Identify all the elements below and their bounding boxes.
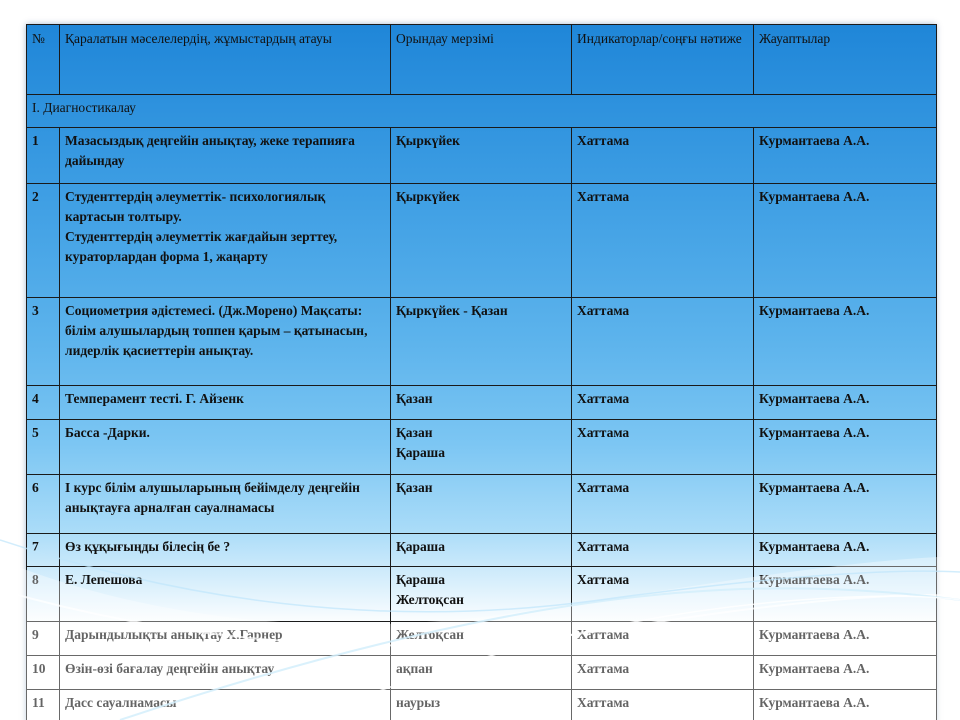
row-number: 8 — [27, 567, 60, 622]
row-responsible: Курмантаева А.А. — [754, 567, 937, 622]
row-term-second: Желтоқсан — [396, 592, 464, 607]
row-number: 3 — [27, 298, 60, 386]
row-number: 9 — [27, 622, 60, 656]
row-result: Хаттама — [572, 534, 754, 567]
row-number: 2 — [27, 184, 60, 298]
table-row — [27, 386, 937, 420]
row-term-cell — [391, 567, 572, 622]
row-term: Қыркүйек — [391, 184, 572, 298]
row-term: Қыркүйек - Қазан — [391, 298, 572, 386]
header-result: Индикаторлар/соңғы нәтиже — [572, 25, 754, 95]
row-name: Өзін-өзі бағалау деңгейін анықтау — [60, 656, 391, 690]
row-name: Темперамент тесті. Г. Айзенк — [60, 386, 391, 420]
row-result: Хаттама — [572, 656, 754, 690]
row-name: I курс білім алушыларының бейімделу деңгейін анықтауға арналған сауалнамасы — [60, 475, 391, 534]
header-number: № — [27, 25, 60, 95]
row-term: Қазан — [391, 475, 572, 534]
row-number: 11 — [27, 690, 60, 720]
row-name: Социометрия әдістемесі. (Дж.Морено) Мақсаты: білім алушылардың топпен қарым – қатынасын, лидерлік қасиеттерін анықтау. — [60, 298, 391, 386]
row-result: Хаттама — [572, 298, 754, 386]
row-result: Хаттама — [572, 622, 754, 656]
table-row — [27, 298, 937, 386]
row-term: Желтоқсан — [391, 622, 572, 656]
table-row — [27, 420, 937, 475]
plan-table — [26, 24, 937, 720]
table-row — [27, 567, 937, 622]
row-result: Хаттама — [572, 690, 754, 720]
row-name: Дарындылықты анықтау Х.Гарнер — [60, 622, 391, 656]
row-result: Хаттама — [572, 420, 754, 475]
row-name: Дасс сауалнамасы — [60, 690, 391, 720]
row-term: Қараша — [396, 572, 445, 587]
row-name: Студенттердің әлеуметтік- психологиялық картасын толтыру. — [65, 189, 326, 224]
row-responsible: Курмантаева А.А. — [754, 656, 937, 690]
row-term: Қазан — [391, 386, 572, 420]
row-term: ақпан — [391, 656, 572, 690]
row-name-cell — [60, 184, 391, 298]
row-responsible: Курмантаева А.А. — [754, 622, 937, 656]
row-responsible: Курмантаева А.А. — [754, 420, 937, 475]
table-row — [27, 128, 937, 184]
table-row — [27, 622, 937, 656]
row-number: 7 — [27, 534, 60, 567]
header-deadline: Орындау мерзімі — [391, 25, 572, 95]
table-row — [27, 184, 937, 298]
row-result: Хаттама — [572, 567, 754, 622]
row-responsible: Курмантаева А.А. — [754, 690, 937, 720]
row-term: наурыз — [391, 690, 572, 720]
row-responsible: Курмантаева А.А. — [754, 128, 937, 184]
row-term: Қазан — [396, 425, 433, 440]
row-term: Қараша — [391, 534, 572, 567]
row-result: Хаттама — [572, 475, 754, 534]
row-number: 6 — [27, 475, 60, 534]
row-name-continued: Студенттердің әлеуметтік жағдайын зерттеу, кураторлардан форма 1, жаңарту — [65, 229, 338, 264]
row-number: 4 — [27, 386, 60, 420]
row-result: Хаттама — [572, 386, 754, 420]
table-row — [27, 690, 937, 720]
row-name: Е. Лепешова — [60, 567, 391, 622]
table-row — [27, 475, 937, 534]
table-row — [27, 656, 937, 690]
row-result: Хаттама — [572, 128, 754, 184]
row-number: 5 — [27, 420, 60, 475]
row-name: Мазасыздық деңгейін анықтау, жеке терапияға дайындау — [60, 128, 391, 184]
row-number: 10 — [27, 656, 60, 690]
row-term-cell — [391, 420, 572, 475]
row-name: Өз құқығыңды білесің бе ? — [60, 534, 391, 567]
row-responsible: Курмантаева А.А. — [754, 386, 937, 420]
row-term: Қыркүйек — [391, 128, 572, 184]
row-responsible: Курмантаева А.А. — [754, 534, 937, 567]
row-number: 1 — [27, 128, 60, 184]
section-row — [27, 95, 937, 128]
header-task-name: Қаралатын мәселелердің, жұмыстардың атауы — [60, 25, 391, 95]
row-result: Хаттама — [572, 184, 754, 298]
row-responsible: Курмантаева А.А. — [754, 475, 937, 534]
row-term-second: Қараша — [396, 445, 445, 460]
table-row — [27, 534, 937, 567]
row-responsible: Курмантаева А.А. — [754, 184, 937, 298]
section-title: I. Диагностикалау — [27, 95, 937, 128]
header-responsible: Жауаптылар — [754, 25, 937, 95]
row-name: Басса -Дарки. — [60, 420, 391, 475]
row-responsible: Курмантаева А.А. — [754, 298, 937, 386]
plan-table-container — [26, 24, 936, 720]
table-header-row — [27, 25, 937, 95]
